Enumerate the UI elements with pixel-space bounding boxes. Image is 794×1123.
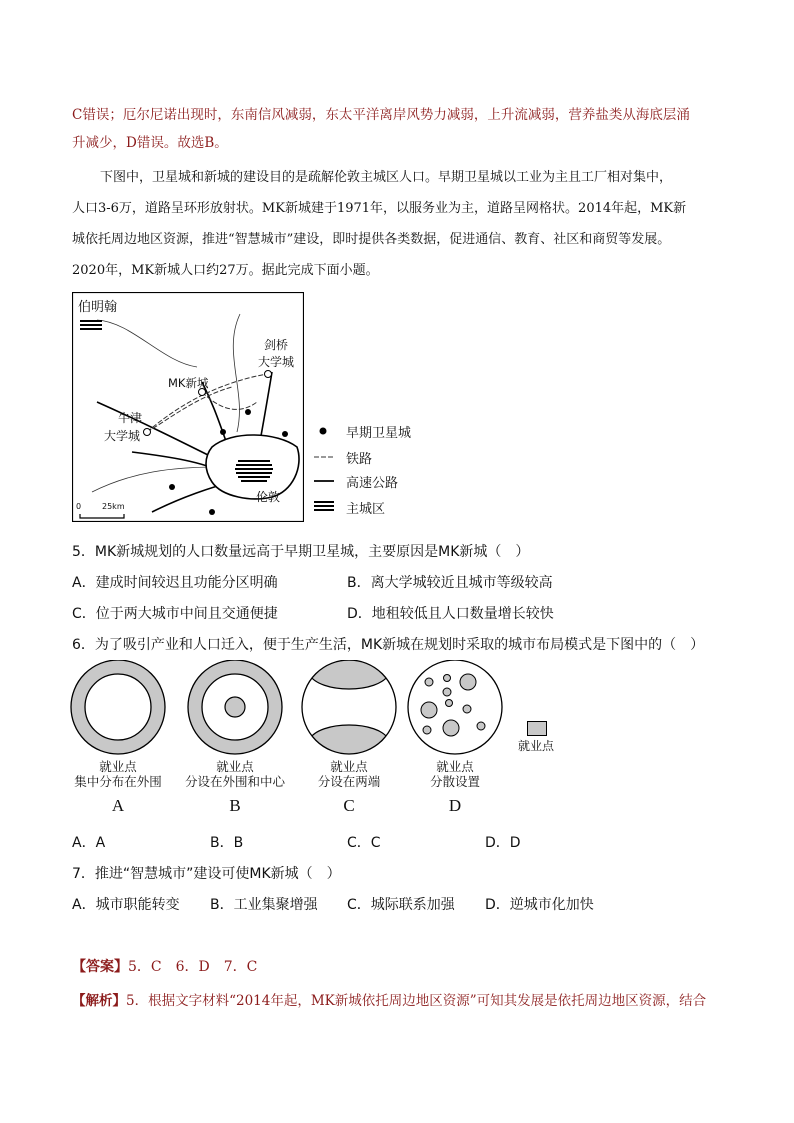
- q5-option-d[interactable]: D．地租较低且人口数量增长较快: [347, 606, 554, 622]
- passage-line3: 城依托周边地区资源，推进“智慧城市”建设，即时提供各类数据，促进通信、教育、社区和商贸等发展。: [72, 232, 671, 247]
- q5-option-c[interactable]: C．位于两大城市中间且交通便捷: [72, 606, 278, 622]
- q7-option-c[interactable]: C．城际联系加强: [347, 897, 455, 913]
- map-label-oxford-1: 牛津: [118, 411, 143, 425]
- diagram-b-letter: B: [229, 796, 241, 815]
- diagram-legend-swatch: [527, 721, 547, 736]
- passage-line2: 人口3-6万，道路呈环形放射状。MK新城建于1971年，以服务业为主，道路呈网格状。2014年起，MK新: [72, 201, 687, 216]
- map-label-london: 伦敦: [256, 490, 281, 504]
- diagram-c-caption-1: 就业点: [330, 759, 368, 774]
- map-label-cambridge-2: 大学城: [258, 355, 295, 369]
- q6-option-c[interactable]: C．C: [347, 835, 381, 851]
- diagram-d: [405, 660, 505, 760]
- prev-explanation-line1: C错误；厄尔尼诺出现时，东南信风减弱，东太平洋离岸风势力减弱，上升流减弱，营养盐类从海底层涌: [72, 107, 690, 123]
- legend-highway: 高速公路: [346, 476, 399, 491]
- q7-option-a[interactable]: A．城市职能转变: [72, 897, 180, 913]
- diagram-d-caption-2: 分散设置: [429, 774, 480, 789]
- diagram-c: [299, 660, 399, 760]
- diagram-d-letter: D: [448, 796, 462, 815]
- legend-satellite: 早期卫星城: [346, 426, 412, 441]
- q7-option-d[interactable]: D．逆城市化加快: [485, 897, 594, 913]
- q5-stem: 5．MK新城规划的人口数量远高于早期卫星城，主要原因是MK新城（ ）: [72, 544, 530, 560]
- diagram-b: [185, 660, 285, 760]
- q5-option-a[interactable]: A．建成时间较迟且功能分区明确: [72, 575, 278, 591]
- diagram-a-caption-1: 就业点: [99, 759, 137, 774]
- diagram-c-letter: C: [343, 796, 355, 815]
- diagram-a-letter: A: [111, 796, 125, 815]
- q7-stem: 7．推进“智慧城市”建设可使MK新城（ ）: [72, 866, 341, 882]
- legend-railway: 铁路: [346, 452, 373, 467]
- map-label-cambridge-1: 剑桥: [264, 338, 289, 352]
- prev-explanation-line2: 升减少，D错误。故选B。: [72, 135, 228, 151]
- q6-stem: 6．为了吸引产业和人口迁入，便于生产生活，MK新城在规划时采取的城市布局模式是下图中的（ ）: [72, 637, 705, 653]
- passage-line4: 2020年，MK新城人口约27万。据此完成下面小题。: [72, 263, 379, 278]
- map-label-oxford-2: 大学城: [104, 429, 141, 443]
- diagram-a-caption-2: 集中分布在外围: [74, 774, 162, 789]
- map-scale-km: 25km: [102, 502, 125, 511]
- analysis-text: 5．根据文字材料“2014年起，MK新城依托周边地区资源”可知其发展是依托周边地区资源，结合: [126, 993, 707, 1009]
- q5-option-b[interactable]: B．离大学城较近且城市等级较高: [347, 575, 553, 591]
- q6-option-a[interactable]: A．A: [72, 835, 106, 851]
- passage-line1: 下图中，卫星城和新城的建设目的是疏解伦敦主城区人口。早期卫星城以工业为主且工厂相对集中，: [100, 170, 673, 185]
- diagram-b-caption-1: 就业点: [216, 759, 254, 774]
- q6-option-b[interactable]: B．B: [210, 835, 244, 851]
- analysis-tag: 【解析】: [72, 993, 126, 1009]
- map-label-bristol: 伯明翰: [78, 300, 118, 315]
- q7-option-b[interactable]: B．工业集聚增强: [210, 897, 318, 913]
- diagram-a: [68, 660, 168, 760]
- answer-line: [72, 956, 257, 976]
- diagram-c-caption-2: 分设在两端: [317, 774, 381, 789]
- map-label-mk: MK新城: [168, 376, 209, 390]
- diagram-legend-label: 就业点: [517, 739, 554, 753]
- analysis-line: [72, 989, 706, 1009]
- diagram-b-caption-2: 分设在外围和中心: [184, 774, 285, 789]
- map-legend: [312, 420, 432, 520]
- map-scale-zero: 0: [76, 502, 82, 511]
- q6-option-d[interactable]: D．D: [485, 835, 521, 851]
- answer-tag: 【答案】: [72, 959, 128, 975]
- legend-main-city: 主城区: [346, 502, 386, 517]
- answer-text: 5．C 6．D 7．C: [128, 959, 258, 975]
- london-map: [72, 292, 304, 522]
- diagram-d-caption-1: 就业点: [436, 759, 474, 774]
